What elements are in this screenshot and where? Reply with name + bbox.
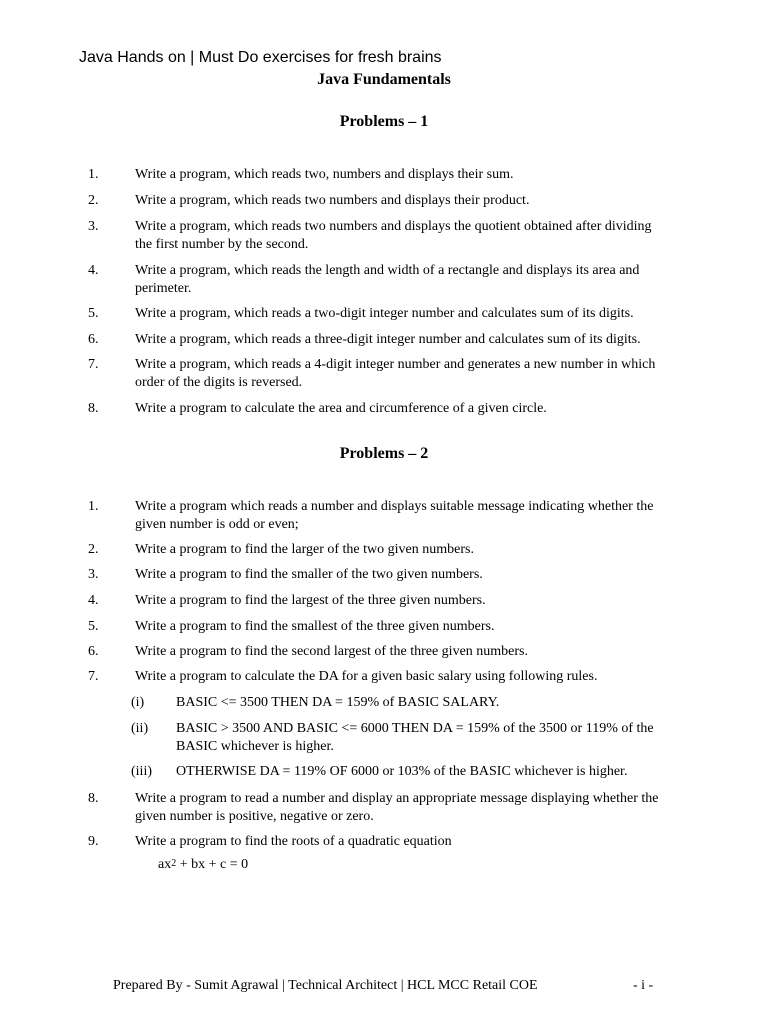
item-text: Write a program to find the larger of the two given numbers. bbox=[135, 542, 474, 557]
item-text: Write a program to find the roots of a quadratic equation bbox=[135, 834, 452, 849]
item-text-line: given number is positive, negative or zero. bbox=[135, 809, 374, 824]
section-heading-problems-1: Problems – 1 bbox=[339, 113, 429, 130]
sub-item-text-line: BASIC whichever is higher. bbox=[176, 739, 334, 754]
item-text-line: Write a program which reads a number and displays suitable message indicating whether the bbox=[135, 499, 654, 514]
page-header: Java Hands on | Must Do exercises for fresh brains bbox=[79, 49, 442, 66]
sub-list-item: (ii) BASIC > 3500 AND BASIC <= 6000 THEN DA = 159% of the 3500 or 119% of the BASIC whichever is higher. bbox=[131, 721, 654, 754]
list-item: 7. Write a program, which reads a 4-digit integer number and generates a new number in which order of the digits is reversed. bbox=[88, 357, 656, 390]
item-text: Write a program, which reads a two-digit integer number and calculates sum of its digits. bbox=[135, 306, 634, 321]
item-text: Write a program, which reads two numbers and displays their product. bbox=[135, 193, 530, 208]
list-item: 4. Write a program, which reads the length and width of a rectangle and displays its area and perimeter. bbox=[88, 263, 640, 296]
item-text-line: order of the digits is reversed. bbox=[135, 375, 303, 390]
item-text: Write a program, which reads two, numbers and displays their sum. bbox=[135, 167, 514, 182]
item-text-line: given number is odd or even; bbox=[135, 517, 299, 532]
item-text: Write a program to find the smallest of the three given numbers. bbox=[135, 619, 495, 634]
item-text: Write a program to find the smaller of the two given numbers. bbox=[135, 567, 483, 582]
item-text-line: Write a program, which reads the length and width of a rectangle and displays its area and bbox=[135, 263, 640, 278]
item-text-line: Write a program to read a number and display an appropriate message displaying whether the bbox=[135, 791, 659, 806]
list-item: 1. Write a program which reads a number and displays suitable message indicating whether the given number is odd or even; bbox=[88, 499, 654, 532]
item-text-line: Write a program, which reads a 4-digit integer number and generates a new number in which bbox=[135, 357, 656, 372]
item-text: Write a program to find the second largest of the three given numbers. bbox=[135, 644, 528, 659]
document-title: Java Fundamentals bbox=[317, 71, 451, 88]
item-text: Write a program to find the largest of the three given numbers. bbox=[135, 593, 486, 608]
sub-item-text: BASIC <= 3500 THEN DA = 159% of BASIC SALARY. bbox=[176, 695, 500, 710]
page-number: - i - bbox=[633, 978, 654, 993]
list-item: 8. Write a program to read a number and display an appropriate message displaying whether the given number is positive, negative or zero. bbox=[88, 791, 659, 824]
item-text-line: perimeter. bbox=[135, 281, 192, 296]
item-text-line: the first number by the second. bbox=[135, 237, 309, 252]
list-item: 3. Write a program, which reads two numbers and displays the quotient obtained after dividing the first number by the second. bbox=[88, 219, 652, 252]
page-footer: Prepared By - Sumit Agrawal | Technical Architect | HCL MCC Retail COE bbox=[113, 978, 538, 993]
item-text: Write a program, which reads a three-digit integer number and calculates sum of its digits. bbox=[135, 332, 641, 347]
sub-item-text-line: BASIC > 3500 AND BASIC <= 6000 THEN DA = 159% of the 3500 or 119% of the bbox=[176, 721, 654, 736]
section-heading-problems-2: Problems – 2 bbox=[339, 445, 429, 462]
item-text-line: Write a program, which reads two numbers and displays the quotient obtained after dividing bbox=[135, 219, 652, 234]
sub-item-text: OTHERWISE DA = 119% OF 6000 or 103% of the BASIC whichever is higher. bbox=[176, 764, 628, 779]
quadratic-equation: $ax^2$ + bx + c = 0 bbox=[158, 857, 249, 872]
item-text: Write a program to calculate the DA for a given basic salary using following rules. bbox=[135, 669, 598, 684]
item-text: Write a program to calculate the area and circumference of a given circle. bbox=[135, 401, 547, 416]
